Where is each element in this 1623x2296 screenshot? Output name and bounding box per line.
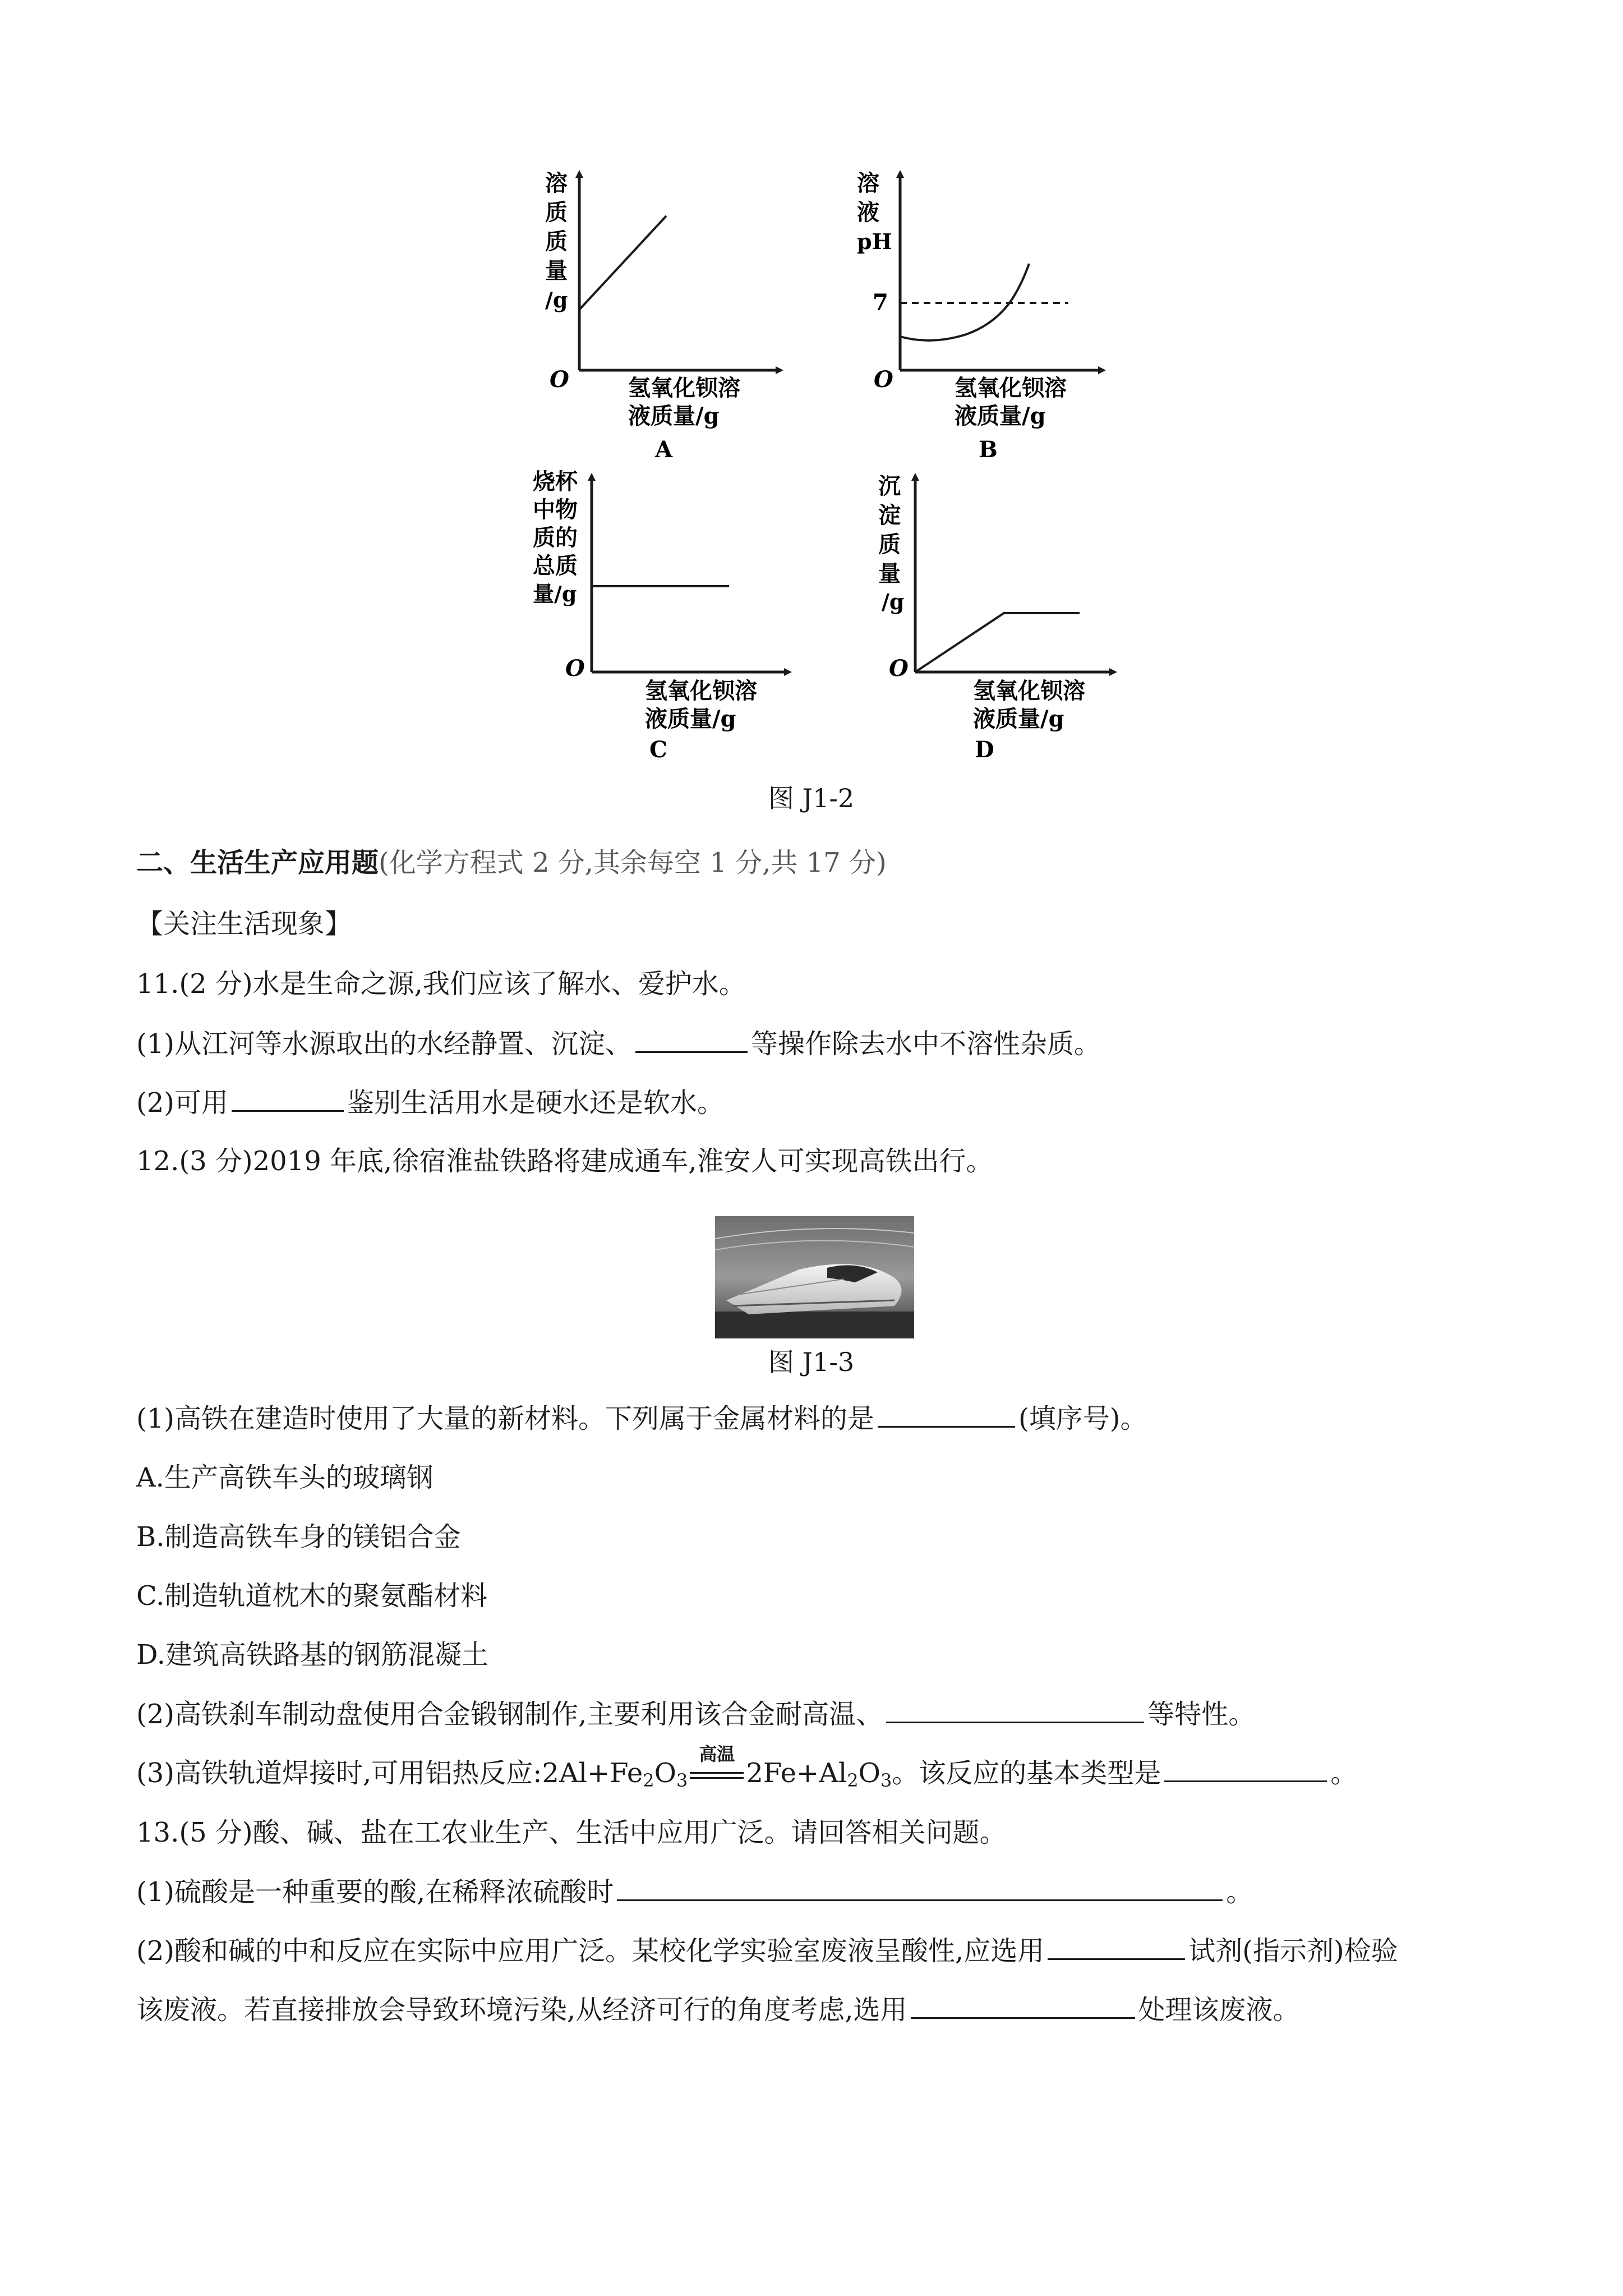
reaction-condition — [690, 1743, 744, 1790]
figure-j1-2-caption: 图 J1-2 — [768, 783, 855, 813]
q12-part-3-sub-4: 3 — [880, 1770, 892, 1791]
chart-d-line — [915, 613, 1080, 672]
q13-part-1 — [136, 1875, 1253, 1909]
q13-answer-blank-2[interactable] — [1048, 1934, 1185, 1960]
chart-c-letter: C — [649, 737, 667, 763]
q12-answer-blank-2[interactable] — [886, 1697, 1144, 1723]
chart-d-y-label-5: /g — [882, 589, 905, 614]
q12-part-2-text-a: (2)高铁刹车制动盘使用合金锻钢制作,主要利用该合金耐高温、 — [136, 1699, 883, 1730]
section-note: (化学方程式 2 分,其余每空 1 分,共 17 分) — [379, 847, 887, 878]
chart-a-y-label-5: /g — [545, 287, 568, 312]
q13-part-1-end: 。 — [1226, 1876, 1253, 1908]
chart-a-letter: A — [655, 436, 673, 463]
q12-part-2 — [136, 1697, 1255, 1731]
high-speed-train-photo — [715, 1216, 914, 1338]
chart-d-y-label-3: 质 — [878, 531, 901, 558]
chart-d — [878, 473, 1113, 763]
chart-d-y-label-1: 沉 — [878, 473, 901, 499]
section-title: 二、生活生产应用题 — [136, 847, 379, 878]
chart-d-x-label-2: 液质量/g — [973, 706, 1064, 732]
section-heading — [136, 846, 887, 880]
q12-part-1-text-a: (1)高铁在建造时使用了大量的新材料。下列属于金属材料的是 — [136, 1403, 874, 1434]
chart-c — [533, 468, 788, 763]
q11-part-1-text-a: (1)从江河等水源取出的水经静置、沉淀、 — [136, 1028, 632, 1060]
q13-part-2-text-d: 处理该废液。 — [1138, 1994, 1300, 2026]
reaction-equals-sign — [690, 1772, 744, 1779]
q12-part-3-end: 。 — [1330, 1757, 1358, 1789]
q12-part-3-product: 2Fe+Al — [746, 1757, 847, 1789]
q12-option-d: D.建筑高铁路基的钢筋混凝土 — [136, 1639, 489, 1671]
q11-part-2-text-b: 鉴别生活用水是硬水还是软水。 — [347, 1087, 725, 1119]
chart-c-y-label-2: 中物 — [533, 496, 578, 523]
figure-j1-2 — [0, 0, 1623, 785]
q12-part-3-oxygen-2: O — [858, 1757, 880, 1789]
chart-b — [857, 170, 1102, 463]
chart-a-x-label-1: 氢氧化钡溶 — [628, 375, 740, 401]
q12-part-3-sub-1: 2 — [643, 1770, 654, 1791]
chart-b-x-label-2: 液质量/g — [955, 403, 1046, 429]
subsection-heading: 【关注生活现象】 — [136, 908, 352, 940]
chart-a-line — [579, 216, 666, 310]
q12-answer-blank-3[interactable] — [1164, 1756, 1327, 1782]
chart-a-y-label-1: 溶 — [545, 170, 568, 196]
chart-c-y-label-1: 烧杯 — [533, 468, 578, 495]
q12-part-3-text-a: (3)高铁轨道焊接时,可用铝热反应:2Al+Fe — [136, 1757, 643, 1789]
chart-b-y-label-2: 液 — [857, 199, 879, 226]
q13-part-2-line-1 — [136, 1934, 1398, 1968]
chart-b-x-label-1: 氢氧化钡溶 — [955, 375, 1067, 401]
chart-d-origin: O — [889, 655, 909, 682]
chart-a-y-label-4: 量 — [545, 257, 568, 284]
chart-a-y-label-2: 质 — [545, 199, 568, 226]
q13-part-2-text-c: 该废液。若直接排放会导致环境污染,从经济可行的角度考虑,选用 — [136, 1994, 907, 2026]
reaction-condition-text: 高温 — [699, 1743, 735, 1765]
q12-part-2-text-b: 等特性。 — [1147, 1699, 1256, 1730]
chart-d-letter: D — [975, 737, 994, 763]
q13-answer-blank-1[interactable] — [617, 1875, 1223, 1901]
q13-part-2-text-b: 试剂(指示剂)检验 — [1188, 1935, 1398, 1967]
q11-stem: 11.(2 分)水是生命之源,我们应该了解水、爱护水。 — [136, 968, 746, 1000]
q13-stem: 13.(5 分)酸、碱、盐在工农业生产、生活中应用广泛。请回答相关问题。 — [136, 1817, 1007, 1848]
chart-d-y-label-4: 量 — [878, 560, 901, 587]
chart-a-x-label-2: 液质量/g — [628, 403, 720, 429]
q12-part-3-oxygen-1: O — [654, 1757, 677, 1789]
q12-option-c: C.制造轨道枕木的聚氨酯材料 — [136, 1580, 488, 1612]
q12-option-a: A.生产高铁车头的玻璃钢 — [136, 1462, 434, 1493]
chart-c-origin: O — [565, 655, 585, 682]
chart-b-letter: B — [979, 436, 998, 463]
q12-option-b: B.制造高铁车身的镁铝合金 — [136, 1521, 461, 1553]
chart-b-origin: O — [874, 366, 893, 393]
q11-part-1-text-b: 等操作除去水中不溶性杂质。 — [751, 1028, 1101, 1060]
chart-a-origin: O — [550, 366, 569, 393]
chart-c-y-label-5: 量/g — [533, 581, 577, 606]
chart-d-y-label-2: 淀 — [878, 502, 901, 528]
q12-answer-blank-1[interactable] — [878, 1401, 1015, 1428]
q13-answer-blank-3[interactable] — [911, 1993, 1135, 2019]
chart-a-y-label-3: 质 — [545, 228, 568, 255]
q12-stem: 12.(3 分)2019 年底,徐宿淮盐铁路将建成通车,淮安人可实现高铁出行。 — [136, 1145, 993, 1177]
q12-part-3 — [136, 1743, 1358, 1797]
q13-part-2-text-a: (2)酸和碱的中和反应在实际中应用广泛。某校化学实验室废液呈酸性,应选用 — [136, 1935, 1045, 1967]
chart-b-y-label-3: pH — [857, 229, 892, 254]
q11-answer-blank-2[interactable] — [232, 1085, 344, 1112]
q11-part-2-text-a: (2)可用 — [136, 1087, 228, 1119]
chart-c-x-label-2: 液质量/g — [645, 706, 736, 732]
chart-a — [545, 170, 780, 463]
chart-b-reference-label: 7 — [873, 289, 888, 316]
chart-c-x-label-1: 氢氧化钡溶 — [645, 678, 757, 704]
chart-c-y-label-3: 质的 — [533, 524, 578, 551]
q12-part-1-text-b: (填序号)。 — [1018, 1403, 1147, 1434]
q12-part-3-sub-2: 3 — [676, 1770, 688, 1791]
figure-j1-3-caption: 图 J1-3 — [768, 1347, 855, 1377]
q12-part-3-text-b: 。该反应的基本类型是 — [892, 1757, 1161, 1789]
q13-part-1-text-a: (1)硫酸是一种重要的酸,在稀释浓硫酸时 — [136, 1876, 614, 1908]
chart-b-y-label-1: 溶 — [857, 170, 879, 196]
q11-part-2 — [136, 1085, 724, 1120]
chart-d-x-label-1: 氢氧化钡溶 — [973, 678, 1085, 704]
q11-part-1 — [136, 1027, 1101, 1061]
q11-answer-blank-1[interactable] — [635, 1027, 748, 1053]
q12-part-1 — [136, 1401, 1147, 1435]
q12-part-3-sub-3: 2 — [847, 1770, 859, 1791]
q13-part-2-line-2 — [136, 1993, 1300, 2027]
chart-c-y-label-4: 总质 — [533, 553, 578, 579]
